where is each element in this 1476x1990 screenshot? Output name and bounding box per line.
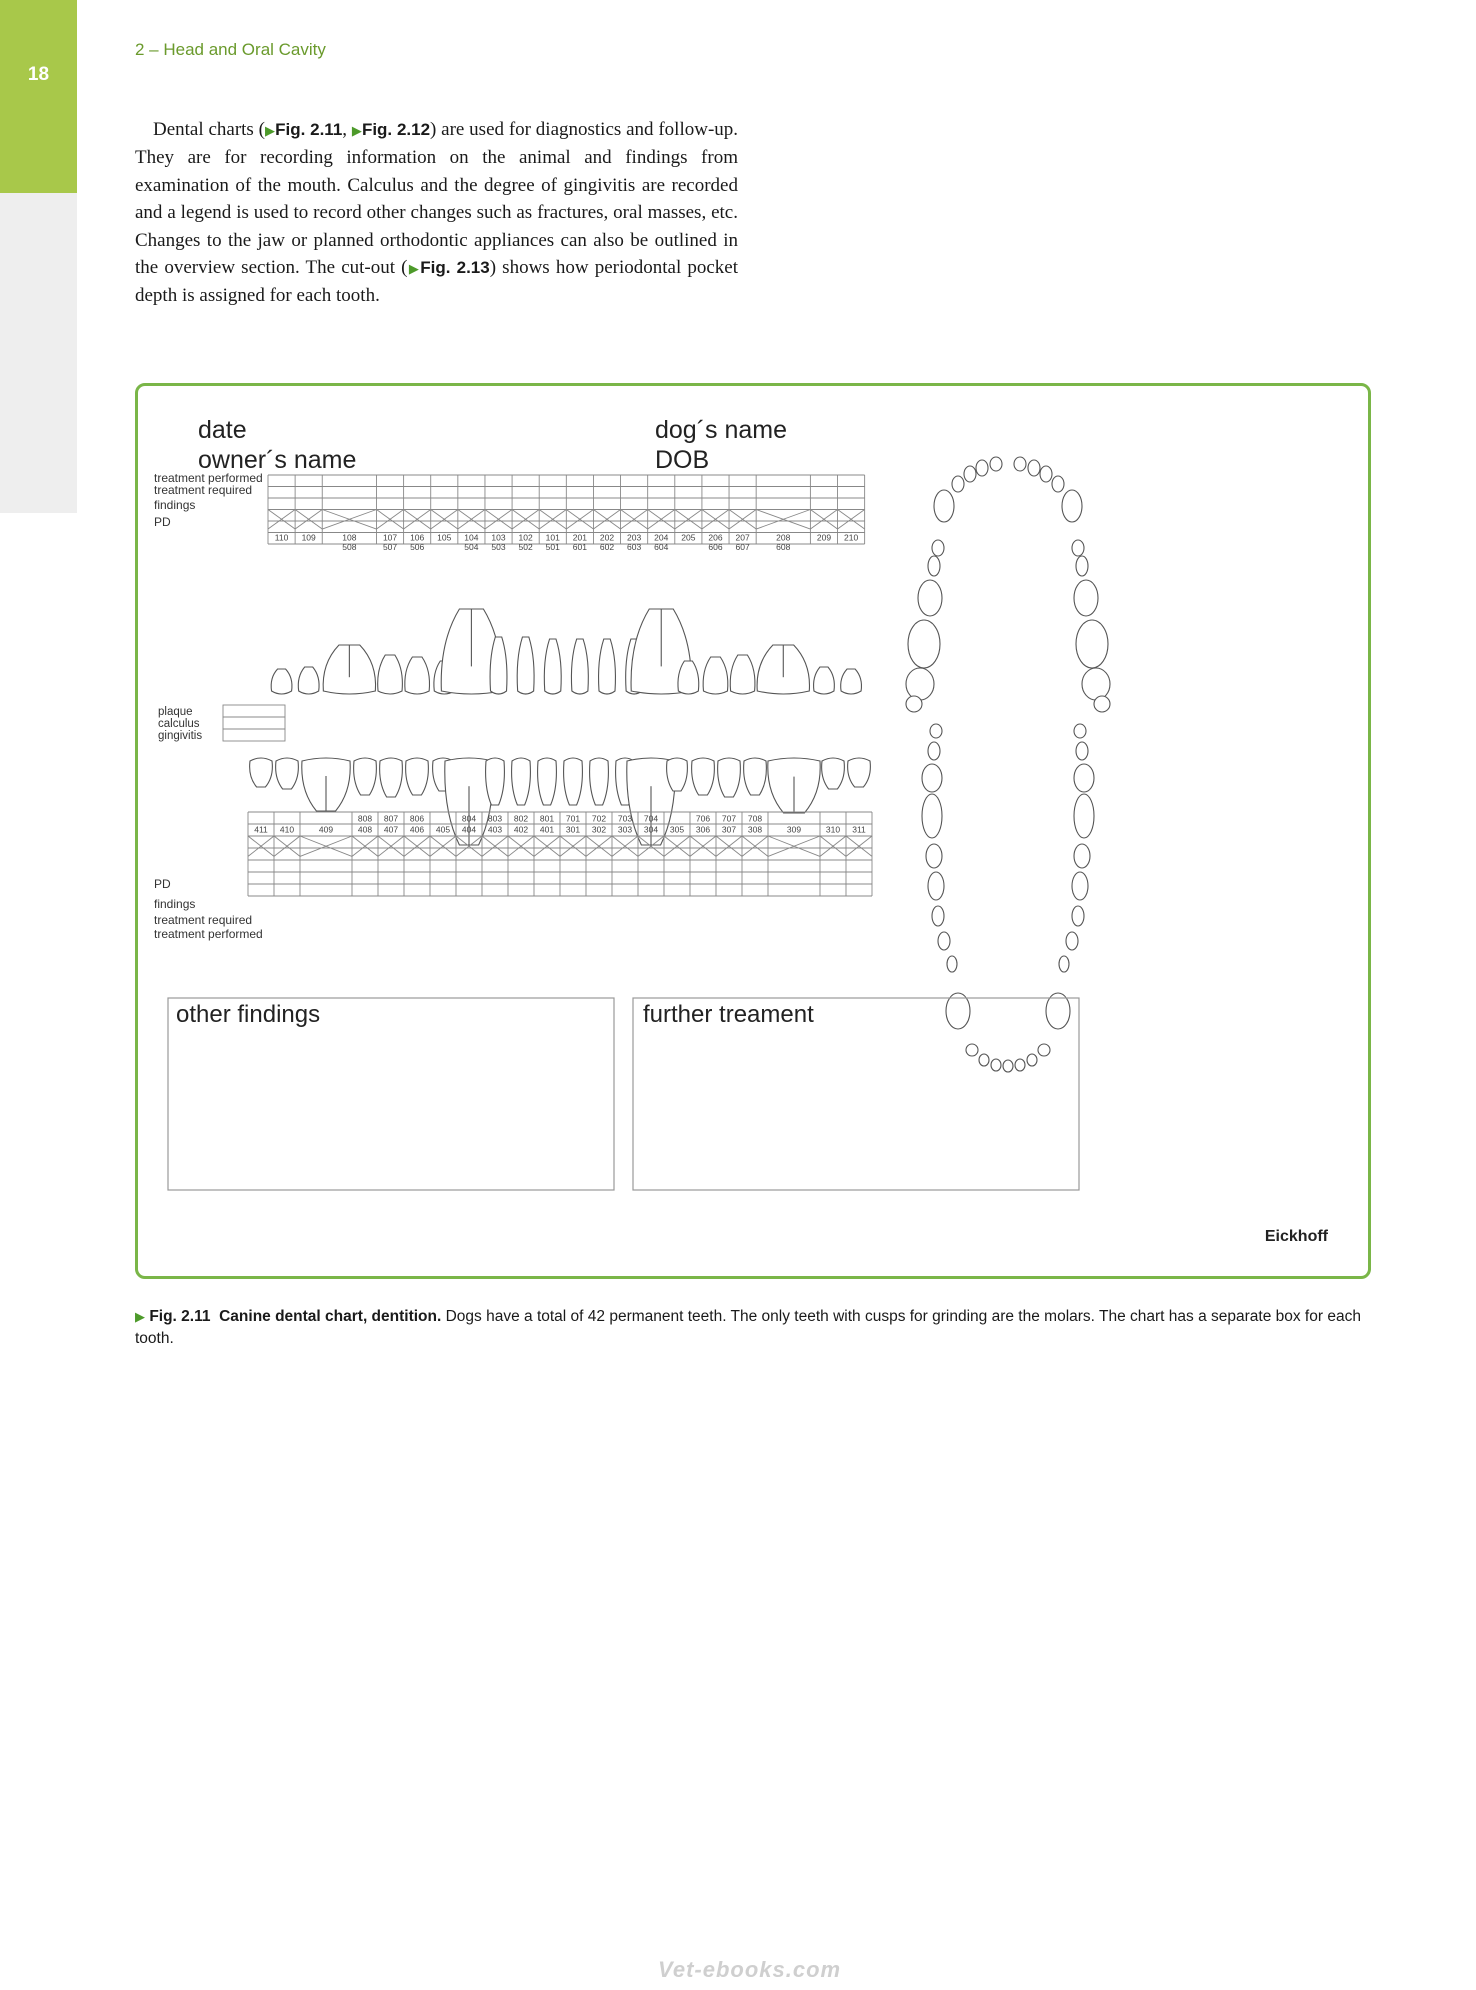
owner-name-label: owner´s name — [198, 446, 357, 474]
legend-label: plaque — [158, 706, 193, 718]
lower-tooth-number: 404 — [461, 824, 477, 835]
occlusal-tooth — [1038, 1044, 1050, 1056]
upper-tooth-number-deciduous: 502 — [518, 541, 533, 552]
ref-arrow-icon: ▶ — [264, 123, 276, 138]
upper-tooth-outline — [544, 639, 561, 694]
figure-ref-2-11[interactable]: Fig. 2.11 — [275, 120, 343, 139]
upper-tooth-number: 110 — [274, 532, 289, 543]
upper-tooth-outline — [405, 657, 430, 694]
occlusal-tooth — [906, 668, 934, 700]
upper-tooth-number-deciduous: 501 — [545, 541, 560, 552]
lower-row-label: treatment performed — [154, 927, 263, 941]
upper-tooth-number: 206 — [708, 532, 723, 543]
lower-tooth-number: 401 — [539, 824, 555, 835]
figure-ref-2-12[interactable]: Fig. 2.12 — [361, 120, 431, 139]
dob-label: DOB — [655, 446, 710, 474]
occlusal-tooth — [947, 956, 957, 972]
occlusal-tooth — [928, 556, 940, 576]
legend-label: gingivitis — [158, 730, 203, 742]
upper-tooth-number-deciduous: 608 — [776, 541, 791, 552]
body-text-4: ) shows how periodontal pocket depth is assigned for each tooth. — [135, 257, 739, 307]
lower-tooth-number-deciduous: 808 — [357, 813, 373, 824]
lower-tooth-number: 309 — [786, 824, 802, 835]
upper-tooth-outline — [298, 667, 319, 694]
lower-tooth-outline — [848, 758, 871, 787]
upper-tooth-number: 107 — [382, 532, 398, 543]
lower-tooth-number: 304 — [643, 824, 659, 835]
upper-tooth-number-deciduous: 507 — [382, 541, 398, 552]
occlusal-tooth — [1094, 696, 1110, 712]
occlusal-tooth — [1072, 872, 1088, 900]
upper-tooth-outline — [730, 655, 755, 694]
legend-box — [223, 705, 285, 717]
figure-ref-2-13[interactable]: Fig. 2.13 — [420, 258, 490, 278]
upper-tooth-number: 103 — [491, 532, 506, 543]
lower-tooth-number-deciduous: 702 — [591, 813, 607, 824]
upper-tooth-number: 104 — [464, 532, 479, 543]
occlusal-tooth — [1074, 764, 1094, 792]
lower-tooth-number: 409 — [318, 824, 334, 835]
page-number: 18 — [27, 64, 50, 85]
lower-tooth-number: 411 — [254, 824, 268, 835]
lower-tooth-outline — [486, 758, 505, 805]
lower-tooth-outline — [564, 758, 583, 805]
occlusal-tooth — [1076, 620, 1108, 668]
occlusal-tooth — [976, 460, 988, 476]
lower-tooth-number: 408 — [357, 824, 373, 835]
lower-tooth-outline — [354, 758, 377, 795]
occlusal-tooth — [932, 906, 944, 926]
occlusal-tooth — [930, 724, 942, 738]
occlusal-tooth — [1028, 460, 1040, 476]
upper-tooth-number: 205 — [681, 532, 696, 543]
upper-tooth-number-deciduous: 504 — [464, 541, 479, 552]
upper-tooth-number: 204 — [654, 532, 669, 543]
upper-tooth-number: 109 — [301, 532, 316, 543]
lower-row-label: PD — [154, 877, 171, 891]
lower-tooth-number-deciduous: 704 — [643, 813, 659, 824]
dental-chart-drawing — [138, 386, 1368, 1276]
upper-tooth-outline — [271, 669, 292, 694]
upper-tooth-outline — [378, 655, 403, 694]
occlusal-tooth — [1027, 1054, 1037, 1066]
lower-tooth-number: 407 — [383, 824, 399, 835]
upper-row-label: findings — [154, 498, 196, 512]
upper-tooth-outline — [490, 637, 507, 694]
lower-tooth-outline — [380, 758, 403, 797]
figure-credit: Eickhoff — [1264, 1228, 1328, 1245]
lower-tooth-number-deciduous: 701 — [565, 813, 581, 824]
occlusal-tooth — [932, 540, 944, 556]
lower-tooth-number: 307 — [721, 824, 737, 835]
further-treatment-label: further treament — [643, 1001, 814, 1028]
upper-row-label: treatment required — [154, 483, 253, 497]
lower-tooth-outline — [538, 758, 557, 805]
upper-tooth-number-deciduous: 607 — [735, 541, 750, 552]
lower-tooth-outline — [512, 758, 531, 805]
body-text-2: , — [342, 119, 352, 140]
lower-tooth-number-deciduous: 703 — [617, 813, 633, 824]
occlusal-tooth — [908, 620, 940, 668]
upper-tooth-number: 101 — [545, 532, 560, 543]
upper-tooth-number-deciduous: 506 — [410, 541, 425, 552]
lower-tooth-number-deciduous: 802 — [513, 813, 529, 824]
upper-tooth-number: 207 — [735, 532, 750, 543]
occlusal-tooth — [1059, 956, 1069, 972]
lower-tooth-outline — [667, 758, 688, 791]
upper-tooth-outline — [571, 639, 588, 694]
upper-tooth-number: 202 — [599, 532, 615, 543]
upper-tooth-outline — [599, 639, 616, 694]
occlusal-tooth — [1074, 844, 1090, 868]
lower-tooth-number: 305 — [669, 824, 685, 835]
occlusal-tooth — [918, 580, 942, 616]
dog-name-label: dog´s name — [655, 416, 788, 444]
occlusal-tooth — [934, 490, 954, 522]
body-text-1: Dental charts ( — [153, 119, 265, 140]
occlusal-tooth — [1066, 932, 1078, 950]
upper-tooth-number: 203 — [627, 532, 642, 543]
lower-row-label: findings — [154, 897, 196, 911]
lower-tooth-number: 306 — [695, 824, 711, 835]
occlusal-tooth — [1074, 724, 1086, 738]
upper-tooth-number: 108 — [342, 532, 357, 543]
upper-tooth-number-deciduous: 606 — [708, 541, 723, 552]
ref-arrow-icon: ▶ — [351, 123, 362, 138]
figure-caption — [135, 1306, 1373, 1350]
lower-tooth-number-deciduous: 708 — [747, 813, 763, 824]
occlusal-tooth — [1003, 1060, 1013, 1072]
chapter-tab — [0, 0, 77, 193]
occlusal-tooth — [922, 794, 942, 838]
lower-tooth-number-deciduous: 804 — [461, 813, 477, 824]
upper-row-label: treatment performed — [154, 471, 263, 485]
chapter-tab-shade — [0, 193, 77, 513]
lower-tooth-outline — [692, 758, 715, 795]
upper-row-label: PD — [154, 515, 171, 529]
occlusal-tooth — [1076, 742, 1088, 760]
lower-tooth-outline — [406, 758, 429, 795]
upper-tooth-number-deciduous: 602 — [599, 541, 615, 552]
occlusal-tooth — [928, 742, 940, 760]
occlusal-tooth — [1072, 540, 1084, 556]
occlusal-tooth — [1074, 580, 1098, 616]
body-paragraph — [135, 116, 738, 310]
occlusal-tooth — [1076, 556, 1088, 576]
occlusal-tooth — [906, 696, 922, 712]
lower-tooth-outline — [822, 758, 845, 789]
lower-tooth-number-deciduous: 706 — [695, 813, 711, 824]
occlusal-tooth — [938, 932, 950, 950]
caption-arrow-icon: ▶ — [135, 1309, 145, 1324]
upper-tooth-outline — [517, 637, 534, 694]
lower-tooth-number-deciduous: 807 — [383, 813, 399, 824]
lower-tooth-number: 405 — [435, 824, 451, 835]
lower-tooth-number: 403 — [487, 824, 503, 835]
lower-tooth-number: 308 — [747, 824, 763, 835]
lower-tooth-number-deciduous: 806 — [409, 813, 425, 824]
upper-tooth-number: 105 — [437, 532, 452, 543]
watermark-logo: Vet-ebooks.com — [658, 1957, 842, 1982]
upper-tooth-number: 102 — [518, 532, 533, 543]
other-findings-label: other findings — [176, 1001, 321, 1028]
lower-tooth-outline — [744, 758, 767, 795]
occlusal-tooth — [952, 476, 964, 492]
lower-tooth-number-deciduous: 707 — [721, 813, 737, 824]
upper-tooth-number-deciduous: 508 — [342, 541, 357, 552]
occlusal-tooth — [1014, 457, 1026, 471]
occlusal-tooth — [964, 466, 976, 482]
upper-tooth-number: 201 — [572, 532, 587, 543]
occlusal-tooth — [928, 872, 944, 900]
date-label: date — [198, 416, 247, 444]
lower-tooth-number: 406 — [409, 824, 425, 835]
upper-tooth-outline — [814, 667, 835, 694]
lower-tooth-number: 303 — [617, 824, 633, 835]
lower-tooth-outline — [250, 758, 273, 787]
occlusal-tooth — [1015, 1059, 1025, 1071]
upper-tooth-number: 106 — [410, 532, 425, 543]
upper-tooth-outline — [678, 661, 699, 694]
ref-arrow-icon: ▶ — [407, 261, 421, 277]
legend-box — [223, 729, 285, 741]
upper-tooth-number: 210 — [843, 532, 859, 543]
occlusal-tooth — [990, 457, 1002, 471]
upper-tooth-number-deciduous: 503 — [491, 541, 506, 552]
occlusal-tooth — [966, 1044, 978, 1056]
occlusal-tooth — [991, 1059, 1001, 1071]
upper-tooth-outline — [703, 657, 728, 694]
lower-tooth-number-deciduous: 801 — [539, 813, 555, 824]
lower-tooth-number: 311 — [852, 824, 866, 835]
lower-tooth-number: 410 — [279, 824, 295, 835]
occlusal-tooth — [922, 764, 942, 792]
occlusal-tooth — [926, 844, 942, 868]
legend-label: calculus — [158, 718, 200, 730]
legend-box — [223, 717, 285, 729]
lower-row-label: treatment required — [154, 913, 253, 927]
dental-chart-figure — [135, 383, 1371, 1279]
occlusal-tooth — [1074, 794, 1094, 838]
lower-tooth-number: 310 — [825, 824, 841, 835]
lower-tooth-outline — [276, 758, 299, 789]
occlusal-tooth — [1052, 476, 1064, 492]
lower-tooth-outline — [718, 758, 741, 797]
occlusal-tooth — [1062, 490, 1082, 522]
lower-tooth-number-deciduous: 803 — [487, 813, 503, 824]
lower-tooth-number: 402 — [513, 824, 529, 835]
caption-figure-label: Fig. 2.11 — [149, 1308, 211, 1325]
upper-tooth-number: 209 — [816, 532, 832, 543]
occlusal-tooth — [1082, 668, 1110, 700]
upper-tooth-number-deciduous: 604 — [654, 541, 669, 552]
upper-tooth-number-deciduous: 603 — [627, 541, 642, 552]
running-head: 2 – Head and Oral Cavity — [135, 40, 326, 59]
occlusal-view-diagram — [906, 457, 1110, 1072]
lower-tooth-outline — [590, 758, 609, 805]
upper-tooth-number-deciduous: 601 — [572, 541, 587, 552]
upper-tooth-outline — [841, 669, 862, 694]
body-text-3: ) are used for diagnostics and follow-up. They are for recording information on the animal and findings from examination of the mouth. Calculus and the degree of gingivitis are recorded and a legend is used to record other changes such as fractures, oral masses, etc. Changes to the jaw or planned orthodontic appliances can also be outlined in the overview section. The cut-out ( — [135, 119, 739, 279]
caption-text: Dogs have a total of 42 permanent teeth. The only teeth with cusps for grinding are the molars. The chart has a separate box for each tooth. — [135, 1308, 1361, 1347]
occlusal-tooth — [1040, 466, 1052, 482]
lower-tooth-number: 302 — [591, 824, 607, 835]
caption-title: Canine dental chart, dentition. — [219, 1308, 442, 1325]
upper-tooth-number: 208 — [776, 532, 791, 543]
occlusal-tooth — [1072, 906, 1084, 926]
lower-tooth-number: 301 — [565, 824, 581, 835]
occlusal-tooth — [979, 1054, 989, 1066]
